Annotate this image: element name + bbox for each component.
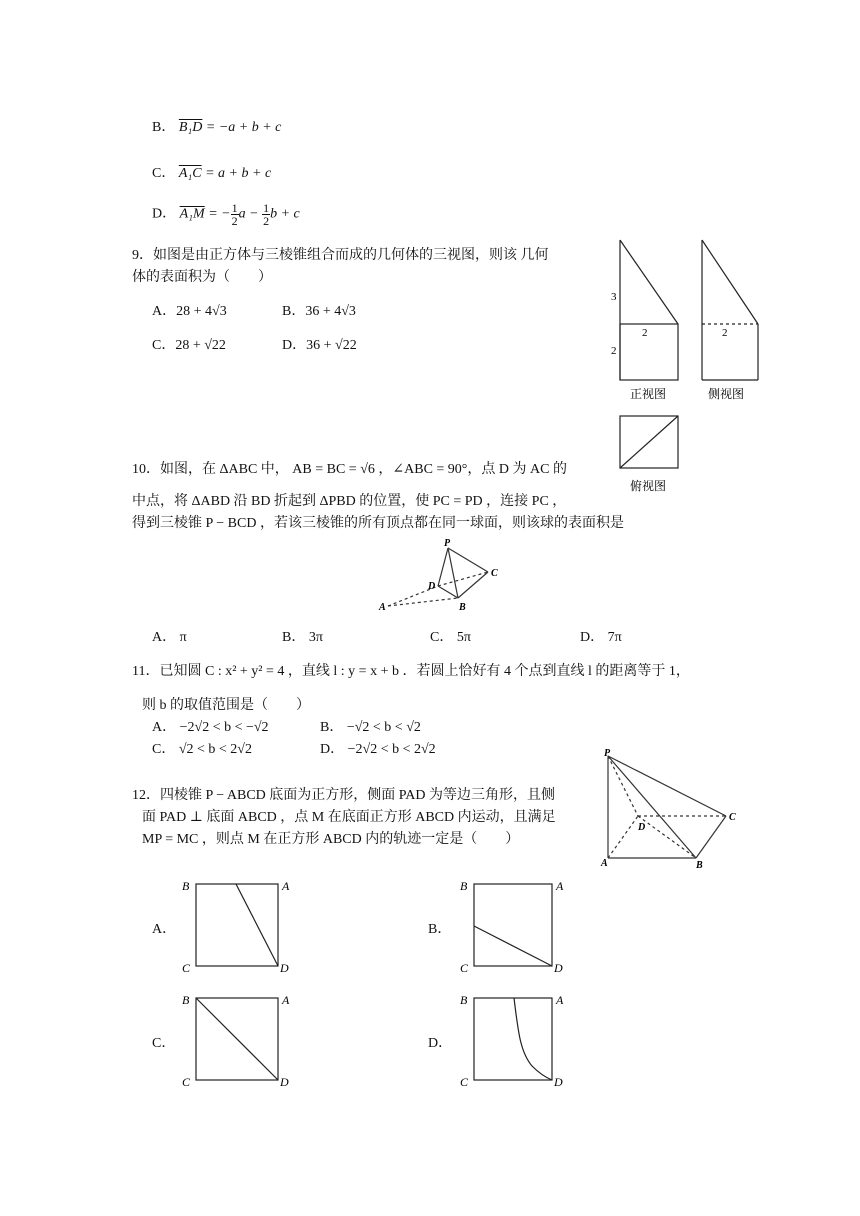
dim-3: 3 [611, 291, 617, 303]
side-view-label: 侧视图 [708, 387, 745, 401]
q12-option-b-diagram [454, 876, 578, 976]
dim-2-side: 2 [722, 327, 728, 339]
q12-option-a-label: A． [152, 922, 177, 937]
label-c: C [491, 568, 498, 579]
label-a: A [601, 858, 608, 869]
fraction-one-half-2: $\frac{1}{2}$ [263, 201, 270, 228]
label-b: B [459, 602, 466, 613]
q12-option-d-diagram [454, 990, 578, 1090]
dim-2-left: 2 [611, 345, 617, 357]
q12-option-c-label: C． [152, 1036, 176, 1051]
q9-option-c: C．28 + √22 [152, 338, 226, 353]
q11-option-b: B． −√2 < b < √2 [320, 720, 421, 735]
q11-option-a: A． −2√2 < b < −√2 [152, 720, 269, 735]
corner-c: C [182, 1075, 191, 1089]
q10-option-c: C． 5π [430, 630, 471, 645]
q10-tetrahedron-figure [376, 536, 510, 614]
corner-a: A [282, 993, 290, 1007]
corner-d: D [280, 1075, 289, 1089]
top-view [620, 416, 678, 468]
q9-stem-line1: 9．如图是由正方体与三棱锥组合而成的几何体的三视图，则该 几何 [132, 248, 549, 263]
corner-d: D [554, 961, 563, 975]
corner-c: C [460, 961, 469, 975]
q8-option-b: B． B₁D = −a + b + c [152, 120, 282, 135]
corner-a: A [556, 879, 564, 893]
corner-a: A [282, 879, 290, 893]
q10-option-b: B． 3π [282, 630, 323, 645]
q10-stem-line2: 中点，将 ΔABD 沿 BD 折起到 ΔPBD 的位置，使 PC = PD ，连接 PC ， [132, 494, 567, 509]
front-view [620, 240, 678, 380]
corner-a: A [556, 993, 564, 1007]
q12-option-b-label: B． [428, 922, 452, 937]
q10-stem-line1: 10．如图，在 ΔABC 中， AB = BC = √6 ，∠ABC = 90°，点 D 为 AC 的 [132, 462, 567, 477]
q10-option-d: D． 7π [580, 630, 622, 645]
q8-option-c: C． A₁C = a + b + c [152, 166, 272, 181]
corner-c: C [182, 961, 191, 975]
label-d: D [428, 581, 436, 592]
fraction-one-half: $\frac{1}{2}$ [231, 201, 238, 228]
vector-a1m: A₁M [179, 206, 205, 222]
q11-option-c: C． √2 < b < 2√2 [152, 742, 252, 757]
q11-option-d: D． −2√2 < b < 2√2 [320, 742, 436, 757]
vector-b1d: B₁D [178, 120, 203, 135]
label-p: P [604, 748, 611, 759]
q9-stem-line2: 体的表面积为（ ） [132, 270, 272, 285]
corner-b: B [460, 993, 468, 1007]
label-b: B [696, 860, 703, 870]
q9-option-a: A．28 + 4√3 [152, 304, 227, 319]
corner-c: C [460, 1075, 469, 1089]
q11-stem-line2: 则 b 的取值范围是（ ） [142, 698, 310, 713]
q12-pyramid-figure [598, 748, 742, 870]
vector-a1c: A₁C [178, 166, 202, 181]
q12-stem-line3: MP = MC ，则点 M 在正方形 ABCD 内的轨迹一定是（ ） [142, 832, 520, 847]
q10-stem-line3: 得到三棱锥 P − BCD ，若该三棱锥的所有顶点都在同一球面，则该球的表面积是 [132, 516, 624, 531]
corner-b: B [182, 993, 190, 1007]
q12-option-d-label: D． [428, 1036, 453, 1051]
q11-stem-line1: 11．已知圆 C : x² + y² = 4 ，直线 l : y = x + b ．若圆上恰好有 4 个点到直线 l 的距离等于 1， [132, 664, 690, 679]
top-view-label: 俯视图 [630, 479, 667, 493]
side-view [702, 240, 758, 380]
corner-d: D [280, 961, 289, 975]
label-d: D [638, 822, 646, 833]
q9-three-view-figure [600, 232, 790, 502]
q12-option-c-diagram [176, 990, 300, 1090]
q12-option-a-diagram [176, 876, 300, 976]
front-view-label: 正视图 [630, 387, 667, 401]
q12-stem-line2: 面 PAD ⊥ 底面 ABCD ，点 M 在底面正方形 ABCD 内运动，且满足 [142, 810, 556, 825]
q9-option-d: D．36 + √22 [282, 338, 357, 353]
label-a: A [379, 602, 386, 613]
label-c: C [729, 812, 736, 823]
q9-option-b: B．36 + 4√3 [282, 304, 356, 319]
corner-d: D [554, 1075, 563, 1089]
corner-b: B [460, 879, 468, 893]
q12-stem-line1: 12．四棱锥 P − ABCD 底面为正方形，侧面 PAD 为等边三角形，且侧 [132, 788, 556, 803]
corner-b: B [182, 879, 190, 893]
q8-option-d: D． A₁M = − $\frac{1}{2}$ a − $\frac{1}{2}$ b + c [152, 201, 300, 228]
dim-2-front: 2 [642, 327, 648, 339]
q10-option-a: A． π [152, 630, 187, 645]
label-p: P [444, 538, 451, 549]
